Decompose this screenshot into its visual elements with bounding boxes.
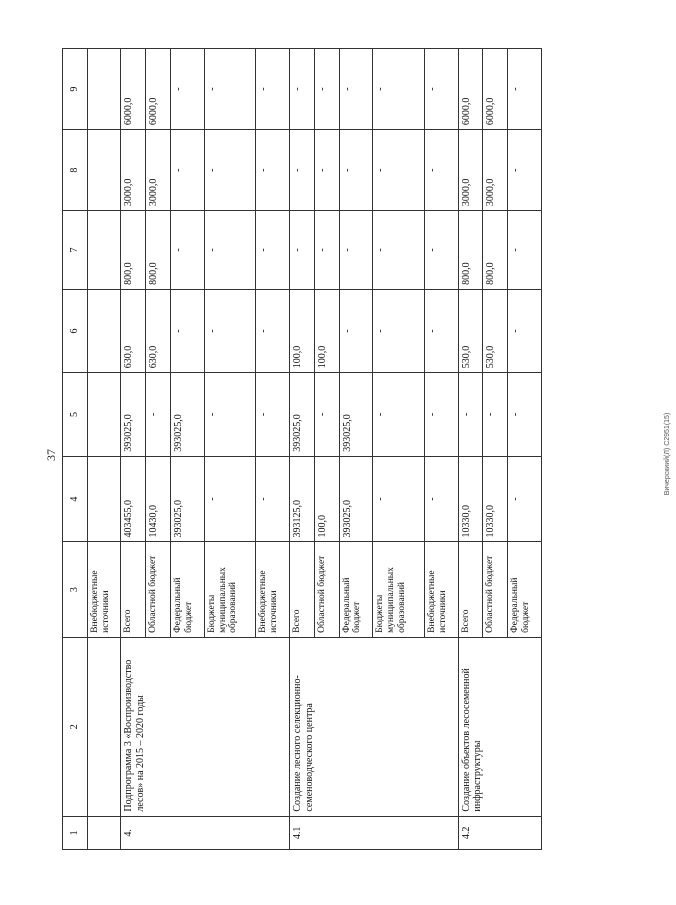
- amount-cell: -: [424, 211, 458, 290]
- amount-cell: -: [373, 211, 425, 290]
- funding-source-cell: Внебюджетные источники: [424, 542, 458, 637]
- amount-cell: 800,0: [121, 211, 146, 290]
- amount-cell: -: [256, 130, 290, 211]
- amount-cell: -: [204, 211, 256, 290]
- amount-cell: 630,0: [121, 289, 146, 372]
- amount-cell: -: [373, 130, 425, 211]
- col-header-3: 3: [63, 542, 88, 637]
- funding-source-cell: Федеральный бюджет: [339, 542, 373, 637]
- table-row: [121, 49, 146, 850]
- amount-cell: -: [204, 456, 256, 542]
- amount-cell: 10330,0: [483, 456, 508, 542]
- amount-cell: -: [314, 373, 339, 456]
- amount-cell: 800,0: [146, 211, 171, 290]
- amount-cell: 530,0: [458, 289, 483, 372]
- amount-cell: -: [290, 211, 315, 290]
- amount-cell: -: [256, 289, 290, 372]
- document-side-note: Вичерскиий(Л) С2951(15): [664, 412, 671, 496]
- amount-cell: 800,0: [483, 211, 508, 290]
- amount-cell: -: [373, 289, 425, 372]
- table-row: [290, 49, 315, 850]
- amount-cell: -: [314, 130, 339, 211]
- amount-cell: -: [483, 373, 508, 456]
- amount-cell: -: [204, 373, 256, 456]
- amount-cell: -: [339, 130, 373, 211]
- amount-cell: -: [373, 49, 425, 130]
- amount-cell: -: [290, 49, 315, 130]
- col-header-6: 6: [63, 289, 88, 372]
- amount-cell: -: [373, 456, 425, 542]
- funding-source-cell: Областной бюджет: [483, 542, 508, 637]
- amount-cell: 6000,0: [146, 49, 171, 130]
- item-number-cell: 4.: [121, 816, 290, 849]
- carryover-row: [87, 49, 121, 850]
- amount-cell: -: [170, 289, 204, 372]
- item-number-cell: 4.2: [458, 816, 541, 849]
- item-name-cell: Подпрограмма 3 «Воспроизводство лесов» на 2015 – 2020 годы: [121, 637, 290, 816]
- amount-cell: 403455,0: [121, 456, 146, 542]
- funding-source-cell: Областной бюджет: [314, 542, 339, 637]
- amount-cell: -: [508, 130, 542, 211]
- amount-cell: -: [204, 289, 256, 372]
- amount-cell: 6000,0: [121, 49, 146, 130]
- col-header-8: 8: [63, 130, 88, 211]
- rotated-page-content: [62, 48, 542, 850]
- amount-cell: -: [256, 373, 290, 456]
- col-header-5: 5: [63, 373, 88, 456]
- item-name-cell: Создание лесного селекционно-семеноводческого центра: [290, 637, 459, 816]
- amount-cell: -: [424, 49, 458, 130]
- amount-cell: 800,0: [458, 211, 483, 290]
- amount-cell: 3000,0: [458, 130, 483, 211]
- amount-cell: 100,0: [314, 456, 339, 542]
- amount-cell: 100,0: [314, 289, 339, 372]
- amount-cell: -: [204, 130, 256, 211]
- col-header-9: 9: [63, 49, 88, 130]
- amount-cell: -: [508, 289, 542, 372]
- amount-cell: -: [373, 373, 425, 456]
- amount-cell: 3000,0: [121, 130, 146, 211]
- amount-cell: 393025,0: [339, 373, 373, 456]
- funding-source-cell: Внебюджетные источники: [256, 542, 290, 637]
- amount-cell: -: [146, 373, 171, 456]
- amount-cell: -: [508, 211, 542, 290]
- amount-cell: -: [256, 49, 290, 130]
- amount-cell: -: [170, 49, 204, 130]
- amount-cell: 393025,0: [121, 373, 146, 456]
- col-header-7: 7: [63, 211, 88, 290]
- amount-cell: 393125,0: [290, 456, 315, 542]
- amount-cell: 393025,0: [339, 456, 373, 542]
- amount-cell: 630,0: [146, 289, 171, 372]
- column-number-row: [63, 49, 88, 850]
- amount-cell: 530,0: [483, 289, 508, 372]
- amount-cell: -: [204, 49, 256, 130]
- funding-source-cell: Федеральный бюджет: [170, 542, 204, 637]
- funding-source-cell: Федеральный бюджет: [508, 542, 542, 637]
- item-name-cell: Создание объектов лесосеменной инфраструктуры: [458, 637, 541, 816]
- amount-cell: 100,0: [290, 289, 315, 372]
- amount-cell: 393025,0: [170, 373, 204, 456]
- amount-cell: -: [170, 130, 204, 211]
- amount-cell: -: [424, 289, 458, 372]
- funding-source-cell: Всего: [121, 542, 146, 637]
- budget-table: [62, 48, 542, 850]
- funding-source-cell: Областной бюджет: [146, 542, 171, 637]
- table-row: [458, 49, 483, 850]
- amount-cell: -: [508, 49, 542, 130]
- amount-cell: -: [424, 456, 458, 542]
- amount-cell: 393025,0: [170, 456, 204, 542]
- budget-table-body: [63, 49, 542, 850]
- amount-cell: -: [314, 49, 339, 130]
- amount-cell: -: [424, 373, 458, 456]
- col-header-1: 1: [63, 816, 88, 849]
- page-number: 37: [44, 449, 58, 461]
- amount-cell: -: [290, 130, 315, 211]
- amount-cell: 6000,0: [458, 49, 483, 130]
- amount-cell: 6000,0: [483, 49, 508, 130]
- amount-cell: -: [458, 373, 483, 456]
- amount-cell: -: [314, 211, 339, 290]
- funding-source-cell: Всего: [458, 542, 483, 637]
- col-header-4: 4: [63, 456, 88, 542]
- col-header-2: 2: [63, 637, 88, 816]
- amount-cell: 10430,0: [146, 456, 171, 542]
- amount-cell: 10330,0: [458, 456, 483, 542]
- amount-cell: -: [339, 289, 373, 372]
- amount-cell: -: [339, 211, 373, 290]
- amount-cell: 393025,0: [290, 373, 315, 456]
- amount-cell: -: [170, 211, 204, 290]
- item-number-cell: 4.1: [290, 816, 459, 849]
- funding-source-cell: Бюджеты муниципальных образований: [373, 542, 425, 637]
- amount-cell: -: [424, 130, 458, 211]
- funding-source-cell: Бюджеты муниципальных образований: [204, 542, 256, 637]
- funding-source-cell: Внебюджетные источники: [87, 542, 121, 637]
- amount-cell: -: [508, 373, 542, 456]
- funding-source-cell: Всего: [290, 542, 315, 637]
- amount-cell: -: [256, 211, 290, 290]
- amount-cell: 3000,0: [146, 130, 171, 211]
- amount-cell: -: [339, 49, 373, 130]
- amount-cell: -: [508, 456, 542, 542]
- amount-cell: -: [256, 456, 290, 542]
- amount-cell: 3000,0: [483, 130, 508, 211]
